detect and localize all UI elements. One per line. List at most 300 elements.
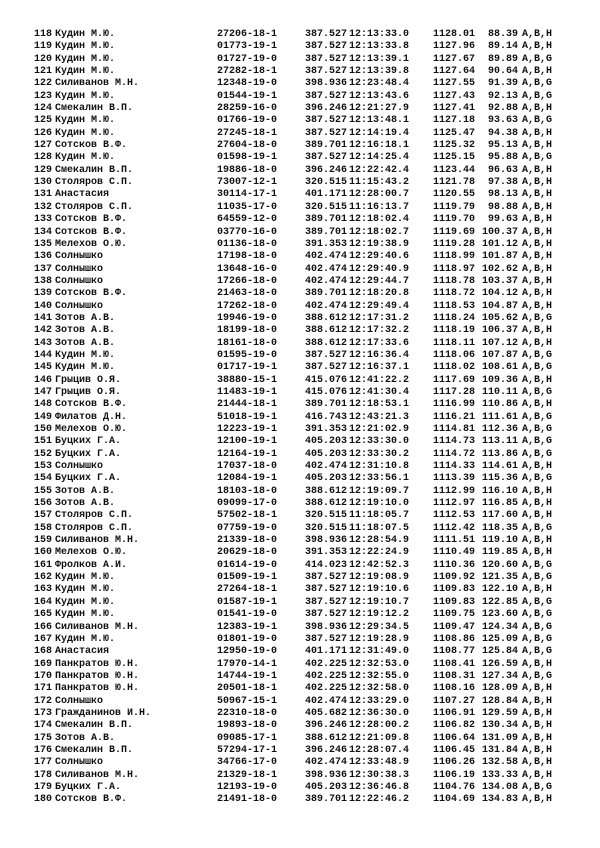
speed: 1106.64 — [433, 732, 476, 744]
speed: 1112.97 — [433, 498, 476, 510]
table-row — [0, 128, 600, 140]
speed: 1119.79 — [433, 201, 476, 213]
categories: A,B,H — [522, 707, 553, 719]
speed: 1111.51 — [433, 535, 476, 547]
owner-name: Мелехов О.Ю. — [55, 238, 128, 250]
arrival-time: 12:32:55.0 — [349, 670, 410, 682]
distance: 389.701 — [305, 214, 348, 226]
categories: A,B,H — [522, 226, 553, 238]
speed: 1112.53 — [433, 510, 476, 522]
distance: 387.527 — [305, 115, 348, 127]
arrival-time: 12:36:46.8 — [349, 781, 410, 793]
owner-name: Кудин М.Ю. — [55, 152, 116, 164]
place-number: 119 — [34, 41, 53, 53]
arrival-time: 12:31:10.8 — [349, 461, 410, 473]
arrival-time: 12:13:33.8 — [349, 41, 410, 53]
coefficient: 110.11 — [481, 386, 518, 398]
speed: 1116.21 — [433, 411, 476, 423]
categories: A,B,H — [522, 461, 553, 473]
place-number: 151 — [34, 436, 53, 448]
coefficient: 118.35 — [481, 522, 518, 534]
categories: A,B,G — [522, 312, 553, 324]
coefficient: 128.84 — [481, 695, 518, 707]
place-number: 123 — [34, 90, 53, 102]
owner-name: Кудин М.Ю. — [55, 66, 116, 78]
ring-number: 27604-18-0 — [217, 140, 278, 152]
categories: A,B,G — [522, 621, 553, 633]
table-row — [0, 547, 600, 559]
categories: A,B,H — [522, 66, 553, 78]
distance: 416.743 — [305, 411, 348, 423]
distance: 387.527 — [305, 29, 348, 40]
place-number: 156 — [34, 498, 53, 510]
distance: 387.527 — [305, 66, 348, 78]
owner-name: Зотов А.В. — [55, 498, 116, 510]
coefficient: 90.64 — [487, 66, 518, 78]
arrival-time: 12:31:49.0 — [349, 646, 410, 658]
ring-number: 01587-19-1 — [217, 596, 278, 608]
table-row — [0, 708, 600, 720]
ring-number: 27264-18-1 — [217, 584, 278, 596]
speed: 1123.44 — [433, 164, 476, 176]
arrival-time: 12:33:29.0 — [349, 695, 410, 707]
place-number: 124 — [34, 103, 53, 115]
ring-number: 34766-17-0 — [217, 757, 278, 769]
distance: 388.612 — [305, 312, 348, 324]
distance: 388.612 — [305, 337, 348, 349]
coefficient: 98.88 — [487, 201, 518, 213]
owner-name: Солнышко — [55, 263, 104, 275]
ring-number: 01595-19-0 — [217, 349, 278, 361]
ring-number: 57294-17-1 — [217, 744, 278, 756]
distance: 402.225 — [305, 670, 348, 682]
place-number: 128 — [34, 152, 53, 164]
ring-number: 19946-19-0 — [217, 312, 278, 324]
table-row — [0, 473, 600, 485]
coefficient: 119.10 — [481, 535, 518, 547]
table-row — [0, 560, 600, 572]
arrival-time: 11:16:13.7 — [349, 201, 410, 213]
distance: 396.246 — [305, 103, 348, 115]
distance: 320.515 — [305, 522, 348, 534]
table-row — [0, 54, 600, 66]
ring-number: 12348-19-0 — [217, 78, 278, 90]
arrival-time: 12:16:18.1 — [349, 140, 410, 152]
distance: 320.515 — [305, 201, 348, 213]
table-row — [0, 189, 600, 201]
coefficient: 100.37 — [481, 226, 518, 238]
speed: 1106.82 — [433, 720, 476, 732]
categories: A,B,G — [522, 386, 553, 398]
speed: 1119.70 — [433, 214, 476, 226]
speed: 1108.77 — [433, 646, 476, 658]
coefficient: 93.63 — [487, 115, 518, 127]
table-row — [0, 412, 600, 424]
arrival-time: 12:19:38.9 — [349, 238, 410, 250]
owner-name: Кудин М.Ю. — [55, 115, 116, 127]
distance: 387.527 — [305, 152, 348, 164]
distance: 396.246 — [305, 744, 348, 756]
place-number: 133 — [34, 214, 53, 226]
arrival-time: 11:18:05.7 — [349, 510, 410, 522]
place-number: 147 — [34, 386, 53, 398]
owner-name: Сотсков В.Ф. — [55, 288, 128, 300]
ring-number: 21339-18-0 — [217, 535, 278, 547]
speed: 1109.83 — [433, 584, 476, 596]
ring-number: 12100-19-1 — [217, 436, 278, 448]
place-number: 165 — [34, 609, 53, 621]
arrival-time: 12:18:20.8 — [349, 288, 410, 300]
coefficient: 92.13 — [487, 90, 518, 102]
place-number: 177 — [34, 757, 53, 769]
arrival-time: 12:41:22.2 — [349, 374, 410, 386]
categories: A,B,G — [522, 362, 553, 374]
speed: 1127.41 — [433, 103, 476, 115]
categories: A,B,G — [522, 522, 553, 534]
table-row — [0, 239, 600, 251]
table-row — [0, 609, 600, 621]
coefficient: 120.60 — [481, 559, 518, 571]
speed: 1118.72 — [433, 288, 476, 300]
owner-name: Зотов А.В. — [55, 312, 116, 324]
place-number: 180 — [34, 794, 53, 806]
place-number: 146 — [34, 374, 53, 386]
ring-number: 01766-19-0 — [217, 115, 278, 127]
distance: 387.527 — [305, 349, 348, 361]
place-number: 170 — [34, 670, 53, 682]
owner-name: Солнышко — [55, 461, 104, 473]
place-number: 154 — [34, 473, 53, 485]
categories: A,B,H — [522, 535, 553, 547]
speed: 1117.69 — [433, 374, 476, 386]
table-row — [0, 486, 600, 498]
ring-number: 01598-19-1 — [217, 152, 278, 164]
table-row — [0, 436, 600, 448]
owner-name: Солнышко — [55, 251, 104, 263]
distance: 391.353 — [305, 547, 348, 559]
distance: 387.527 — [305, 584, 348, 596]
speed: 1118.11 — [433, 337, 476, 349]
coefficient: 101.87 — [481, 251, 518, 263]
place-number: 135 — [34, 238, 53, 250]
categories: A,B,H — [522, 300, 553, 312]
categories: A,B,H — [522, 164, 553, 176]
coefficient: 123.60 — [481, 609, 518, 621]
table-row — [0, 584, 600, 596]
distance: 387.527 — [305, 53, 348, 65]
ring-number: 13648-16-0 — [217, 263, 278, 275]
place-number: 137 — [34, 263, 53, 275]
place-number: 161 — [34, 559, 53, 571]
table-row — [0, 671, 600, 683]
arrival-time: 12:28:00.7 — [349, 189, 410, 201]
speed: 1104.69 — [433, 794, 476, 806]
coefficient: 89.14 — [487, 41, 518, 53]
arrival-time: 12:41:30.4 — [349, 386, 410, 398]
place-number: 166 — [34, 621, 53, 633]
place-number: 143 — [34, 337, 53, 349]
table-row — [0, 510, 600, 522]
table-row — [0, 78, 600, 90]
table-row — [0, 523, 600, 535]
coefficient: 129.59 — [481, 707, 518, 719]
arrival-time: 12:18:53.1 — [349, 399, 410, 411]
categories: A,B,H — [522, 189, 553, 201]
distance: 387.527 — [305, 633, 348, 645]
speed: 1118.78 — [433, 275, 476, 287]
arrival-time: 12:28:07.4 — [349, 744, 410, 756]
categories: A,B,G — [522, 781, 553, 793]
coefficient: 115.36 — [481, 473, 518, 485]
distance: 405.203 — [305, 448, 348, 460]
arrival-time: 12:29:40.6 — [349, 251, 410, 263]
arrival-time: 12:29:40.9 — [349, 263, 410, 275]
arrival-time: 12:23:48.4 — [349, 78, 410, 90]
coefficient: 96.63 — [487, 164, 518, 176]
table-row — [0, 535, 600, 547]
ring-number: 17262-18-0 — [217, 300, 278, 312]
categories: A,B,H — [522, 29, 553, 40]
speed: 1108.86 — [433, 633, 476, 645]
table-row — [0, 646, 600, 658]
categories: A,B,G — [522, 78, 553, 90]
categories: A,B,H — [522, 288, 553, 300]
arrival-time: 12:19:10.6 — [349, 584, 410, 596]
place-number: 176 — [34, 744, 53, 756]
speed: 1107.27 — [433, 695, 476, 707]
place-number: 168 — [34, 646, 53, 658]
owner-name: Кудин М.Ю. — [55, 633, 116, 645]
speed: 1114.81 — [433, 424, 476, 435]
speed: 1113.39 — [433, 473, 476, 485]
place-number: 138 — [34, 275, 53, 287]
distance: 398.936 — [305, 535, 348, 547]
table-row — [0, 325, 600, 337]
categories: A,B,G — [522, 90, 553, 102]
owner-name: Анастасия — [55, 646, 110, 658]
speed: 1114.33 — [433, 461, 476, 473]
arrival-time: 12:32:58.0 — [349, 683, 410, 695]
table-row — [0, 387, 600, 399]
categories: A,B,G — [522, 411, 553, 423]
distance: 414.023 — [305, 559, 348, 571]
place-number: 169 — [34, 658, 53, 670]
owner-name: Панкратов Ю.Н. — [55, 683, 140, 695]
ring-number: 18161-18-0 — [217, 337, 278, 349]
arrival-time: 12:13:43.6 — [349, 90, 410, 102]
distance: 415.076 — [305, 386, 348, 398]
distance: 398.936 — [305, 621, 348, 633]
speed: 1125.32 — [433, 140, 476, 152]
speed: 1127.18 — [433, 115, 476, 127]
table-row — [0, 313, 600, 325]
table-row — [0, 733, 600, 745]
coefficient: 134.83 — [481, 794, 518, 806]
arrival-time: 12:30:38.3 — [349, 769, 410, 781]
place-number: 121 — [34, 66, 53, 78]
arrival-time: 12:29:34.5 — [349, 621, 410, 633]
owner-name: Панкратов Ю.Н. — [55, 670, 140, 682]
ring-number: 12223-19-1 — [217, 424, 278, 435]
table-row — [0, 214, 600, 226]
ring-number: 27245-18-1 — [217, 127, 278, 139]
categories: A,B,H — [522, 41, 553, 53]
table-row — [0, 264, 600, 276]
distance: 401.171 — [305, 189, 348, 201]
categories: A,B,H — [522, 584, 553, 596]
table-row — [0, 375, 600, 387]
ring-number: 12383-19-1 — [217, 621, 278, 633]
ring-number: 12950-19-0 — [217, 646, 278, 658]
distance: 320.515 — [305, 177, 348, 189]
ring-number: 73007-12-1 — [217, 177, 278, 189]
distance: 396.246 — [305, 720, 348, 732]
results-table — [0, 29, 600, 807]
arrival-time: 12:18:02.4 — [349, 214, 410, 226]
owner-name: Сотсков В.Ф. — [55, 214, 128, 226]
table-row — [0, 103, 600, 115]
coefficient: 126.59 — [481, 658, 518, 670]
distance: 405.682 — [305, 707, 348, 719]
place-number: 134 — [34, 226, 53, 238]
table-row — [0, 572, 600, 584]
coefficient: 122.85 — [481, 596, 518, 608]
table-row — [0, 424, 600, 436]
categories: A,B,H — [522, 794, 553, 806]
categories: A,B,G — [522, 152, 553, 164]
distance: 402.474 — [305, 695, 348, 707]
arrival-time: 12:17:31.2 — [349, 312, 410, 324]
coefficient: 121.35 — [481, 572, 518, 584]
distance: 398.936 — [305, 78, 348, 90]
speed: 1118.99 — [433, 251, 476, 263]
owner-name: Зотов А.В. — [55, 337, 116, 349]
table-row — [0, 288, 600, 300]
distance: 396.246 — [305, 164, 348, 176]
owner-name: Силиванов М.Н. — [55, 769, 140, 781]
ring-number: 27206-18-1 — [217, 29, 278, 40]
table-row — [0, 659, 600, 671]
table-row — [0, 720, 600, 732]
table-row — [0, 362, 600, 374]
arrival-time: 12:13:39.1 — [349, 53, 410, 65]
owner-name: Сотсков В.Ф. — [55, 794, 128, 806]
speed: 1118.06 — [433, 349, 476, 361]
distance: 388.612 — [305, 485, 348, 497]
owner-name: Столяров С.П. — [55, 510, 134, 522]
categories: A,B,G — [522, 115, 553, 127]
distance: 387.527 — [305, 572, 348, 584]
distance: 398.936 — [305, 769, 348, 781]
arrival-time: 12:16:37.1 — [349, 362, 410, 374]
speed: 1118.02 — [433, 362, 476, 374]
ring-number: 17198-18-0 — [217, 251, 278, 263]
owner-name: Солнышко — [55, 695, 104, 707]
place-number: 125 — [34, 115, 53, 127]
owner-name: Кудин М.Ю. — [55, 362, 116, 374]
ring-number: 19893-18-0 — [217, 720, 278, 732]
table-row — [0, 227, 600, 239]
owner-name: Силиванов М.Н. — [55, 78, 140, 90]
owner-name: Сотсков В.Ф. — [55, 226, 128, 238]
speed: 1109.75 — [433, 609, 476, 621]
categories: A,B,H — [522, 127, 553, 139]
categories: A,B,G — [522, 670, 553, 682]
owner-name: Кудин М.Ю. — [55, 41, 116, 53]
table-row — [0, 634, 600, 646]
coefficient: 101.12 — [481, 238, 518, 250]
owner-name: Солнышко — [55, 300, 104, 312]
arrival-time: 12:14:19.4 — [349, 127, 410, 139]
place-number: 150 — [34, 424, 53, 435]
categories: A,B,H — [522, 757, 553, 769]
categories: A,B,H — [522, 695, 553, 707]
coefficient: 127.34 — [481, 670, 518, 682]
table-row — [0, 202, 600, 214]
ring-number: 14744-19-1 — [217, 670, 278, 682]
place-number: 126 — [34, 127, 53, 139]
arrival-time: 12:13:48.1 — [349, 115, 410, 127]
coefficient: 111.61 — [481, 411, 518, 423]
coefficient: 130.34 — [481, 720, 518, 732]
arrival-time: 12:28:54.9 — [349, 535, 410, 547]
speed: 1119.69 — [433, 226, 476, 238]
arrival-time: 12:16:36.4 — [349, 349, 410, 361]
coefficient: 104.87 — [481, 300, 518, 312]
owner-name: Столяров С.П. — [55, 201, 134, 213]
arrival-time: 12:22:42.4 — [349, 164, 410, 176]
ring-number: 17037-18-0 — [217, 461, 278, 473]
place-number: 144 — [34, 349, 53, 361]
arrival-time: 12:18:02.7 — [349, 226, 410, 238]
categories: A,B,H — [522, 238, 553, 250]
arrival-time: 12:19:10.7 — [349, 596, 410, 608]
distance: 389.701 — [305, 399, 348, 411]
arrival-time: 12:13:39.8 — [349, 66, 410, 78]
coefficient: 134.08 — [481, 781, 518, 793]
table-row — [0, 683, 600, 695]
arrival-time: 12:33:30.2 — [349, 448, 410, 460]
arrival-time: 12:19:12.2 — [349, 609, 410, 621]
owner-name: Кудин М.Ю. — [55, 596, 116, 608]
distance: 415.076 — [305, 374, 348, 386]
speed: 1116.99 — [433, 399, 476, 411]
distance: 405.203 — [305, 436, 348, 448]
ring-number: 01614-19-0 — [217, 559, 278, 571]
place-number: 179 — [34, 781, 53, 793]
arrival-time: 12:33:30.0 — [349, 436, 410, 448]
ring-number: 03770-16-0 — [217, 226, 278, 238]
place-number: 159 — [34, 535, 53, 547]
coefficient: 104.12 — [481, 288, 518, 300]
coefficient: 131.09 — [481, 732, 518, 744]
distance: 387.527 — [305, 609, 348, 621]
coefficient: 107.12 — [481, 337, 518, 349]
place-number: 158 — [34, 522, 53, 534]
arrival-time: 11:18:07.5 — [349, 522, 410, 534]
distance: 388.612 — [305, 498, 348, 510]
table-row — [0, 140, 600, 152]
place-number: 132 — [34, 201, 53, 213]
arrival-time: 12:14:25.4 — [349, 152, 410, 164]
table-row — [0, 782, 600, 794]
ring-number: 01136-18-0 — [217, 238, 278, 250]
arrival-time: 12:17:33.6 — [349, 337, 410, 349]
coefficient: 91.39 — [487, 78, 518, 90]
speed: 1117.28 — [433, 386, 476, 398]
owner-name: Кудин М.Ю. — [55, 29, 116, 40]
ring-number: 19886-18-0 — [217, 164, 278, 176]
